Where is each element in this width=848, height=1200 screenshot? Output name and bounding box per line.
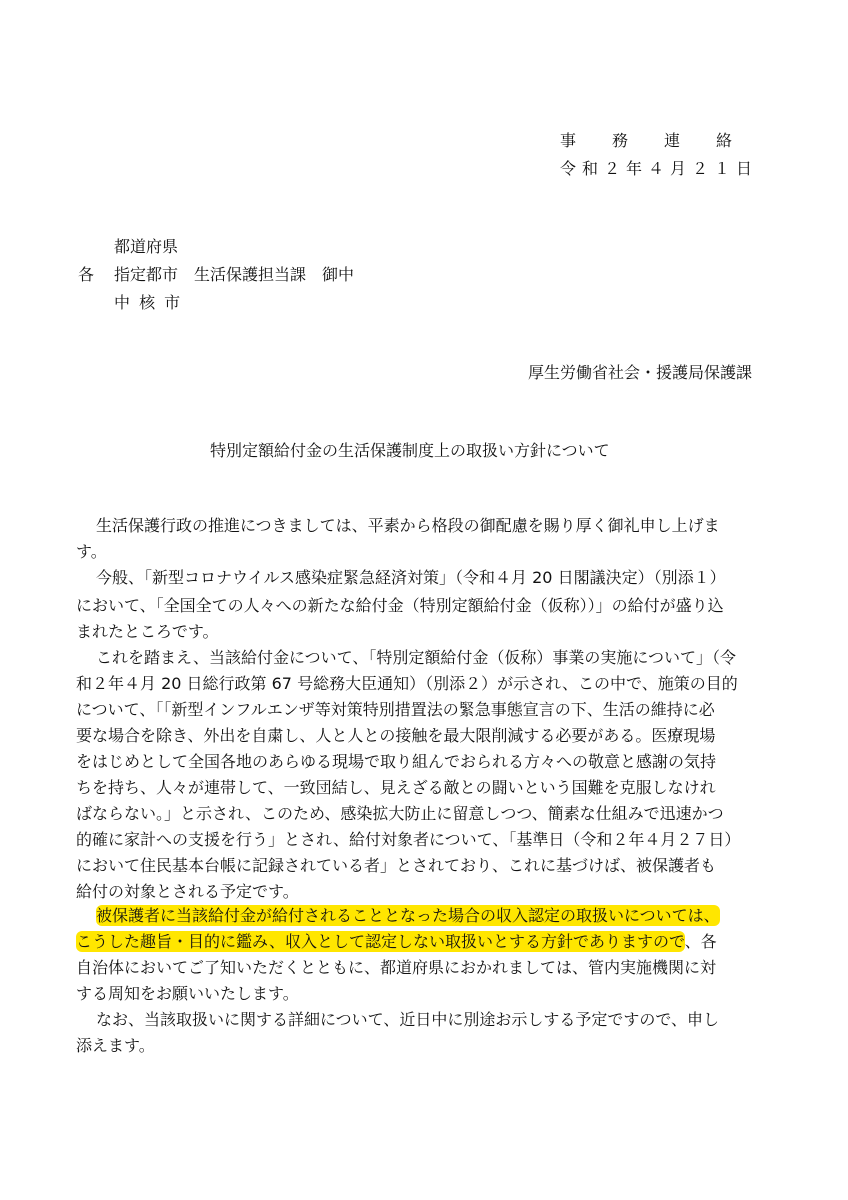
- highlighted-text-1: 被保護者に当該給付金が給付されることとなった場合の収入認定の取扱いについては、: [96, 906, 720, 925]
- addressee-line-1: 都道府県: [114, 237, 179, 256]
- paragraph-2-line-2: において、「全国全ての人々への新たな給付金（特別定額給付金（仮称））」の給付が盛り込: [76, 596, 724, 615]
- paragraph-2-line-1: 今般、「新型コロナウイルス感染症緊急経済対策」（令和４月 20 日閣議決定）（別添１）: [96, 568, 726, 587]
- addressee-line-2: 指定都市 生活保護担当課 御中: [114, 265, 355, 284]
- paragraph-3-line-3: について、「「新型インフルエンザ等対策特別措置法の緊急事態宣言の下、生活の維持に必: [76, 700, 715, 719]
- paragraph-3-line-7: ばならない。」と示され、このため、感染拡大防止に留意しつつ、簡素な仕組みで迅速かつ: [76, 804, 724, 823]
- document-type: 事 務 連 絡: [560, 131, 743, 150]
- paragraph-3-line-4: 要な場合を除き、外出を自粛し、人と人との接触を最大限削減する必要がある。医療現場: [76, 726, 716, 745]
- paragraph-4-line-2-rest: 、各: [684, 932, 717, 951]
- paragraph-1-line-2: す。: [76, 542, 107, 561]
- paragraph-4-line-3: 自治体においてご了知いただくとともに、都道府県におかれましては、管内実施機関に対: [76, 958, 717, 977]
- paragraph-4-line-4: する周知をお願いいたします。: [76, 984, 299, 1003]
- paragraph-4-line-1: [76, 906, 776, 926]
- paragraph-4-line-2: [76, 932, 776, 952]
- highlighted-text-2: こうした趣旨・目的に鑑み、収入として認定しない取扱いとする方針でありますので: [76, 932, 685, 951]
- addressee-line-3: 中 核 市: [114, 293, 183, 312]
- document-title: 特別定額給付金の生活保護制度上の取扱い方針について: [210, 441, 610, 460]
- document-date: 令和２年４月２１日: [560, 159, 759, 178]
- paragraph-2-line-3: まれたところです。: [76, 622, 219, 641]
- sender: 厚生労働省社会・援護局保護課: [528, 363, 753, 382]
- paragraph-3-line-5: をはじめとして全国各地のあらゆる現場で取り組んでおられる方々への敬意と感謝の気持: [76, 752, 717, 771]
- paragraph-5-line-1: なお、当該取扱いに関する詳細について、近日中に別途お示しする予定ですので、申し: [96, 1010, 720, 1029]
- paragraph-3-line-2: 和２年４月 20 日総行政第 67 号総務大臣通知）（別添２）が示され、この中で、施策の目的: [76, 674, 738, 693]
- paragraph-1-line-1: 生活保護行政の推進につきましては、平素から格段の御配慮を賜り厚く御礼申し上げま: [96, 516, 720, 535]
- paragraph-3-line-6: ちを持ち、人々が連帯して、一致団結し、見えざる敵との闘いという国難を克服しなけれ: [76, 778, 716, 797]
- paragraph-3-line-9: において住民基本台帳に記録されている者」とされており、これに基づけば、被保護者も: [76, 856, 717, 875]
- paragraph-5-line-2: 添えます。: [76, 1036, 155, 1055]
- addressee-prefix: 各: [78, 265, 95, 284]
- paragraph-3-line-8: 的確に家計への支援を行う」とされ、給付対象者について、「基準日（令和２年４月２７日）: [76, 830, 741, 849]
- paragraph-3-line-1: これを踏まえ、当該給付金について、「特別定額給付金（仮称）事業の実施について」（令: [96, 648, 737, 667]
- paragraph-3-line-10: 給付の対象とされる予定です。: [76, 882, 299, 901]
